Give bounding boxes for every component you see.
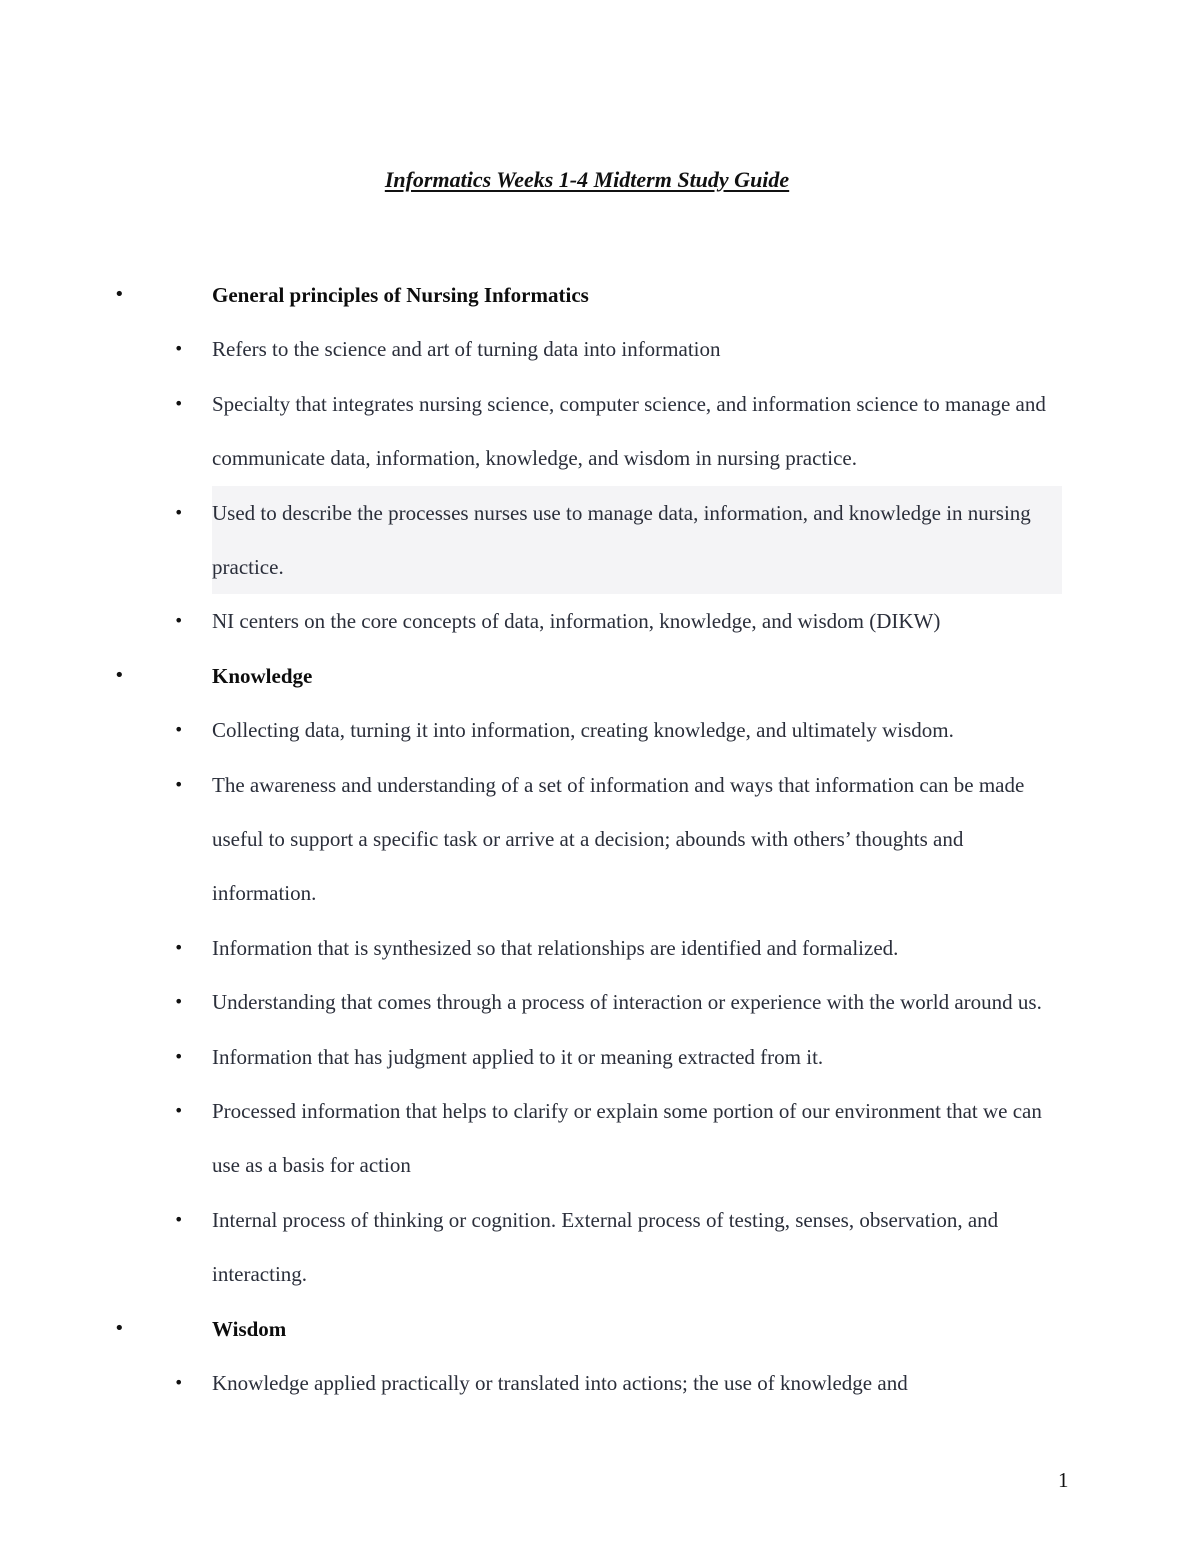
section-wisdom [0, 1302, 1200, 1411]
list-item-text: Processed information that helps to clarify or explain some portion of our environment that we can use as a basis for action [212, 1099, 1042, 1178]
document-title: Informatics Weeks 1-4 Midterm Study Guide [384, 167, 790, 192]
bullet-icon: • [114, 284, 125, 305]
bullet-icon: • [174, 1101, 184, 1121]
list-item [0, 486, 1062, 595]
section-heading: Knowledge [212, 663, 313, 688]
list-item-text: Collecting data, turning it into information, creating knowledge, and ultimately wisdom. [212, 718, 954, 743]
bullet-icon: • [174, 611, 184, 631]
outline-list [0, 268, 1200, 1410]
list-item [0, 1356, 1062, 1410]
bullet-icon: • [174, 502, 184, 522]
bullet-icon: • [174, 992, 184, 1012]
section-heading-row [0, 268, 1200, 322]
bullet-icon: • [174, 1046, 184, 1066]
bullet-icon: • [174, 1373, 184, 1393]
section-heading-row [0, 649, 1200, 703]
list-item [0, 377, 1062, 486]
list-item-text: Internal process of thinking or cognition. External process of testing, senses, observation, and interacting. [212, 1207, 999, 1287]
list-item [0, 1084, 1062, 1193]
section-knowledge [0, 649, 1200, 1302]
list-item-text: The awareness and understanding of a set of information and ways that information can be made useful to support a specific task or arrive at a decision; abounds with others’ thoughts and information. [212, 772, 1025, 906]
list-item-text: Refers to the science and art of turning data into information [212, 337, 721, 362]
list-item-text: Information that has judgment applied to it or meaning extracted from it. [212, 1044, 824, 1069]
page-number: 1 [1058, 1468, 1069, 1492]
bullet-icon: • [174, 774, 184, 794]
bullet-icon: • [114, 1317, 125, 1339]
bullet-icon: • [114, 664, 125, 686]
list-item-text: Used to describe the processes nurses use to manage data, information, and knowledge in nursing practice. [212, 486, 1062, 595]
section-heading: Wisdom [212, 1316, 287, 1341]
list-item [0, 758, 1062, 921]
bullet-icon: • [174, 1209, 184, 1229]
section-general-principles [0, 268, 1200, 649]
list-item-text: Understanding that comes through a process of interaction or experience with the world around us. [212, 990, 1042, 1015]
list-item [0, 921, 1062, 975]
list-item-text: Knowledge applied practically or translated into actions; the use of knowledge and [212, 1371, 908, 1396]
list-item-text: NI centers on the core concepts of data, information, knowledge, and wisdom (DIKW) [212, 609, 941, 634]
list-item-text: Information that is synthesized so that relationships are identified and formalized. [212, 935, 899, 960]
bullet-icon: • [174, 937, 184, 957]
bullet-icon: • [174, 393, 184, 413]
list-item [0, 322, 1062, 376]
bullet-icon: • [174, 339, 184, 359]
list-item [0, 975, 1062, 1029]
list-item [0, 1030, 1062, 1084]
list-item [0, 703, 1062, 757]
list-item [0, 594, 1062, 648]
list-item-text: Specialty that integrates nursing science, computer science, and information science to manage and communicate data, information, knowledge, and wisdom in nursing practice. [212, 391, 1046, 471]
section-heading-row [0, 1302, 1200, 1356]
bullet-icon: • [174, 720, 184, 740]
list-item [0, 1193, 1062, 1302]
section-heading: General principles of Nursing Informatics [212, 283, 589, 307]
